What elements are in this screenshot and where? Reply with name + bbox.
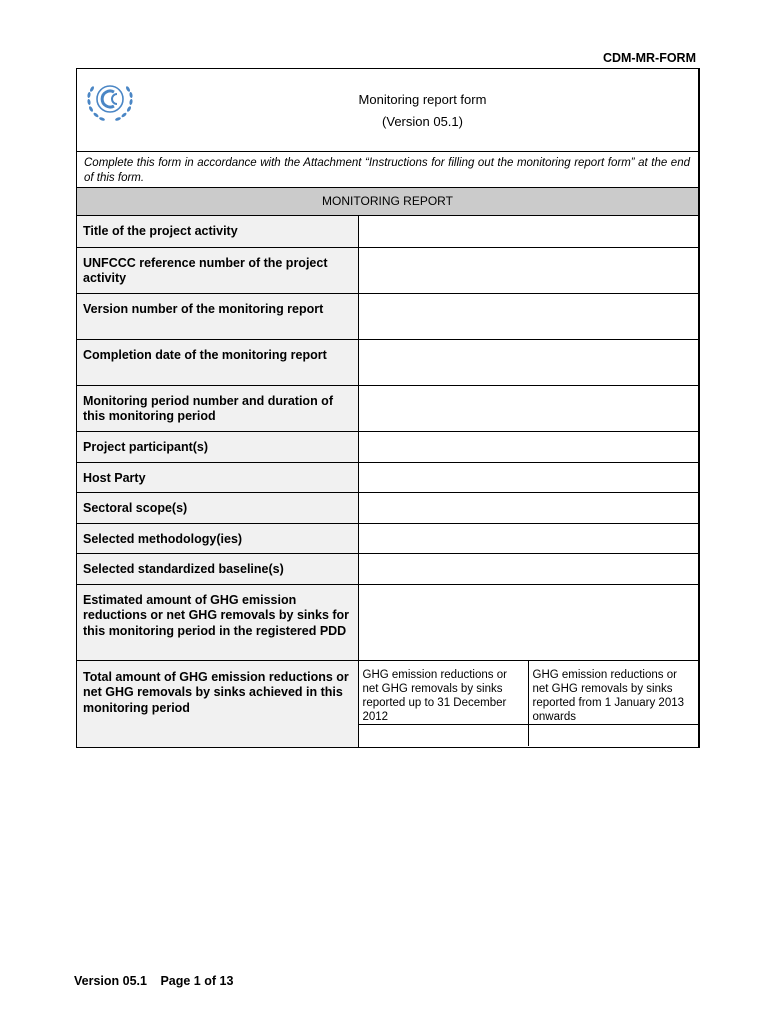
total-row-label: Total amount of GHG emission reductions or net GHG removals by sinks achieved in this monitoring period	[77, 660, 358, 747]
row-label: Host Party	[77, 462, 358, 492]
row-value-field[interactable]	[358, 247, 698, 293]
total-row-split	[358, 660, 698, 747]
monitoring-report-form	[76, 68, 700, 748]
row-label: UNFCCC reference number of the project activity	[77, 247, 358, 293]
table-row	[77, 431, 698, 462]
table-row	[77, 385, 698, 431]
form-header	[77, 69, 698, 152]
row-value-field[interactable]	[358, 216, 698, 247]
form-instructions: Complete this form in accordance with the Attachment “Instructions for filling out the monitoring report form” at the end of this form.	[84, 157, 690, 184]
footer-version: Version 05.1	[74, 974, 147, 988]
row-value-field[interactable]	[358, 553, 698, 584]
total-row	[77, 660, 698, 747]
form-title: Monitoring report form	[358, 92, 487, 107]
report-table	[77, 216, 698, 748]
row-value-field[interactable]	[358, 492, 698, 523]
table-row	[77, 462, 698, 492]
row-label: Completion date of the monitoring report	[77, 339, 358, 385]
footer-page-number: Page 1 of 13	[160, 974, 234, 988]
table-row	[77, 492, 698, 523]
page-footer	[74, 974, 243, 988]
table-row	[77, 247, 698, 293]
table-row	[77, 584, 698, 660]
table-row	[77, 523, 698, 553]
post-2013-column-header: GHG emission reductions or net GHG removals by sinks reported from 1 January 2013 onwards	[532, 668, 685, 723]
pre-2013-column-header: GHG emission reductions or net GHG removals by sinks reported up to 31 December 2012	[359, 661, 529, 724]
row-value-field[interactable]	[358, 584, 698, 660]
row-label: Project participant(s)	[77, 431, 358, 462]
row-label: Monitoring period number and duration of this monitoring period	[77, 385, 358, 431]
table-row	[77, 293, 698, 339]
row-label: Title of the project activity	[77, 216, 358, 247]
form-version: (Version 05.1)	[382, 114, 463, 129]
row-label: Estimated amount of GHG emission reductions or net GHG removals by sinks for this monitoring period in the registered PDD	[77, 584, 358, 660]
row-label: Selected methodology(ies)	[77, 523, 358, 553]
table-row	[77, 553, 698, 584]
table-row	[77, 339, 698, 385]
row-label: Selected standardized baseline(s)	[77, 553, 358, 584]
row-value-field[interactable]	[358, 523, 698, 553]
pre-2013-value-field[interactable]	[359, 724, 529, 746]
post-2013-value-field[interactable]	[529, 724, 699, 746]
row-label: Sectoral scope(s)	[77, 492, 358, 523]
row-value-field[interactable]	[358, 431, 698, 462]
row-value-field[interactable]	[358, 385, 698, 431]
form-code: CDM-MR-FORM	[602, 51, 696, 65]
row-label: Version number of the monitoring report	[77, 293, 358, 339]
row-value-field[interactable]	[358, 462, 698, 492]
row-value-field[interactable]	[358, 339, 698, 385]
section-title: MONITORING REPORT	[77, 187, 698, 216]
table-row	[77, 216, 698, 247]
row-value-field[interactable]	[358, 293, 698, 339]
